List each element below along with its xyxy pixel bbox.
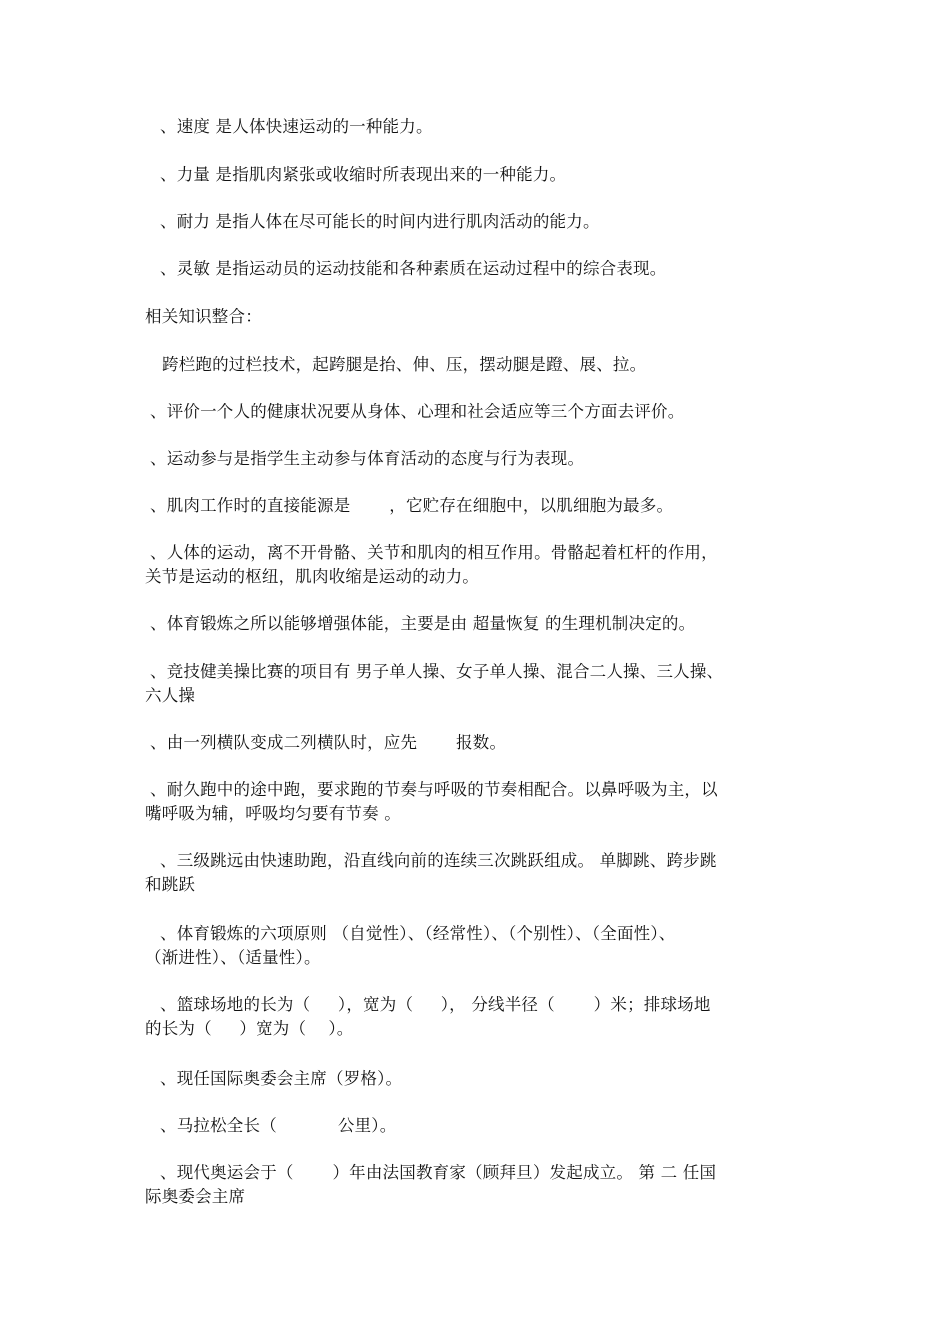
text-line-strength: 、力量 是指肌肉紧张或收缩时所表现出来的一种能力。 [160, 165, 567, 184]
section-heading: 相关知识整合： [145, 307, 262, 326]
text-line-courts-1: 、篮球场地的长为（ ），宽为（ ）， 分线半径（ ）米；排球场地 [160, 995, 711, 1014]
text-line-participation: 、运动参与是指学生主动参与体育活动的态度与行为表现。 [150, 449, 585, 468]
text-line-running-2: 嘴呼吸为辅，呼吸均匀要有节奏 。 [145, 804, 401, 823]
text-line-running-1: 、耐久跑中的途中跑，要求跑的节奏与呼吸的节奏相配合。以鼻呼吸为主，以 [150, 780, 718, 799]
text-line-courts-2: 的长为（ ）宽为（ ）。 [145, 1019, 354, 1038]
text-line-movement-1: 、人体的运动，离不开骨骼、关节和肌肉的相互作用。骨骼起着杠杆的作用， [150, 543, 718, 562]
text-line-ioc-president: 、现任国际奥委会主席（罗格）。 [160, 1069, 403, 1088]
text-line-triple-jump-2: 和跳跃 [145, 875, 196, 894]
text-line-principles-1: 、体育锻炼的六项原则 （自觉性）、（经常性）、（个别性）、（全面性）、 [160, 924, 676, 943]
text-line-hurdles: 跨栏跑的过栏技术，起跨腿是抬、伸、压，摆动腿是蹬、展、拉。 [162, 355, 647, 374]
text-line-triple-jump-1: 、三级跳远由快速助跑，沿直线向前的连续三次跳跃组成。 单脚跳、跨步跳 [160, 851, 717, 870]
text-line-speed: 、速度 是人体快速运动的一种能力。 [160, 117, 433, 136]
text-line-aerobics-2: 六人操 [145, 686, 196, 705]
text-line-olympics-1: 、现代奥运会于（ ）年由法国教育家（顾拜旦）发起成立。 第 二 任国 [160, 1163, 717, 1182]
text-line-agility: 、灵敏 是指运动员的运动技能和各种素质在运动过程中的综合表现。 [160, 259, 667, 278]
text-line-endurance: 、耐力 是指人体在尽可能长的时间内进行肌肉活动的能力。 [160, 212, 600, 231]
text-line-formation: 、由一列横队变成二列横队时，应先 报数。 [150, 733, 507, 752]
text-line-energy: 、肌肉工作时的直接能源是 ，它贮存在细胞中，以肌细胞为最多。 [150, 496, 674, 515]
text-line-marathon: 、马拉松全长（ 公里）。 [160, 1116, 397, 1135]
text-line-exercise: 、体育锻炼之所以能够增强体能，主要是由 超量恢复 的生理机制决定的。 [150, 614, 696, 633]
text-line-olympics-2: 际奥委会主席 [145, 1187, 246, 1206]
text-line-health: 、评价一个人的健康状况要从身体、心理和社会适应等三个方面去评价。 [150, 402, 685, 421]
text-line-aerobics-1: 、竞技健美操比赛的项目有 男子单人操、女子单人操、混合二人操、三人操、 [150, 662, 724, 681]
text-line-movement-2: 关节是运动的枢纽，肌肉收缩是运动的动力。 [145, 567, 479, 586]
text-line-principles-2: （渐进性）、（适量性）。 [145, 948, 321, 967]
